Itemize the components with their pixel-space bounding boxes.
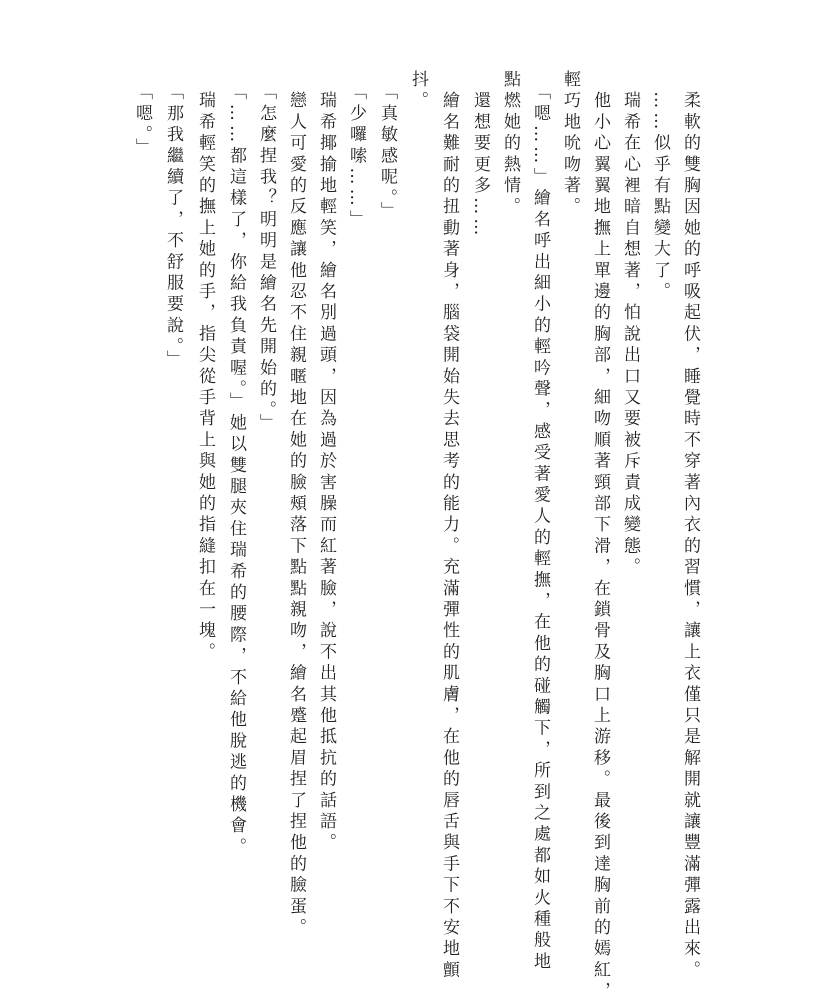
text-column: 柔軟的雙胸因她的呼吸起伏，睡覺時不穿著內衣的習慣，讓上衣僅只是解開就讓豐滿彈露出來。 xyxy=(680,70,700,982)
text-column: 繪名難耐的扭動著身，腦袋開始失去思考的能力。充滿彈性的肌膚，在他的唇舌與手下不安地顫 xyxy=(439,70,459,982)
text-column: 瑞希輕笑的撫上她的手，指尖從手背上與她的指縫扣在一塊。 xyxy=(195,70,215,664)
text-column: 「那我繼續了，不舒服要說。」 xyxy=(163,70,183,371)
text-column: 他小心翼翼地撫上單邊的胸部，細吻順著頸部下滑，在鎖骨及胸口上游移。最後到達胸前的嫣紅， xyxy=(590,70,610,1003)
text-column: 抖。 xyxy=(408,70,428,113)
text-column: 「真敏感呢。」 xyxy=(377,70,397,223)
text-column: 「……都這樣了，你給我負責喔。」她以雙腿夾住瑞希的腰際，不給他脫逃的機會。 xyxy=(226,70,246,859)
text-column: 「嗯……」繪名呼出細小的輕吟聲，感受著愛人的輕撫，在他的碰觸下，所到之處都如火種般地 xyxy=(530,70,550,974)
text-column: ……似乎有點變大了。 xyxy=(650,70,670,304)
text-column: 點燃她的熱情。 xyxy=(500,70,520,219)
text-column: 「怎麼捏我？明明是繪名先開始的。」 xyxy=(256,70,276,435)
text-column: 瑞希揶揄地輕笑，繪名別過頭，因為過於害臊而紅著臉，說不出其他抵抗的話語。 xyxy=(316,70,336,855)
text-column: 戀人可愛的反應讓他忍不住親暱地在她的臉頰落下點點親吻，繪名蹙起眉捏了捏他的臉蛋。 xyxy=(286,70,306,940)
text-column: 瑞希在心裡暗自想著，怕說出口又要被斥責成變態。 xyxy=(620,70,640,579)
text-column: 還想要更多…… xyxy=(470,70,490,240)
text-column: 「少囉嗦……」 xyxy=(346,70,366,232)
text-column: 「嗯。」 xyxy=(132,70,152,159)
text-column: 輕巧地吮吻著。 xyxy=(560,70,580,219)
